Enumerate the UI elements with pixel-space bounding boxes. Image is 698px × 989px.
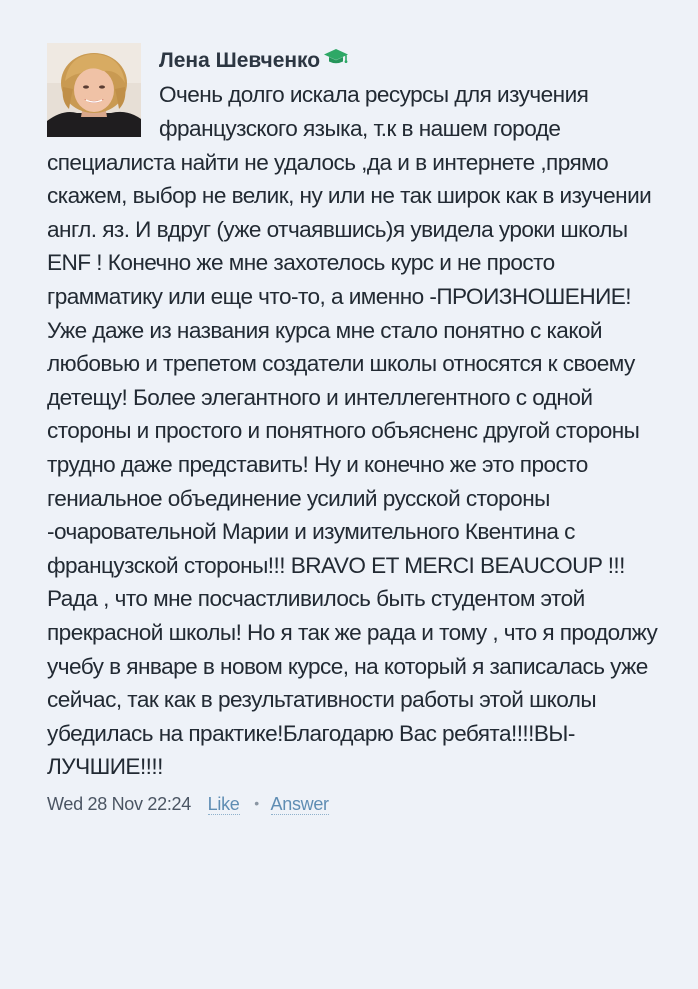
- author-name[interactable]: Лена Шевченко: [159, 49, 321, 72]
- meta-separator: •: [254, 794, 259, 811]
- comment-text: Очень долго искала ресурсы для изучения французского языка, т.к в нашем городе специалиста найти не удалось ,да и в интернете ,прямо скажем, выбор не велик, ну или не так широк как в изучении англ. яз. И вдруг (уже отчаявшись)я увидела уроки школы ENF ! Конечно же мне захотелось курс и не просто грамматику или еще что-то, а именно -ПРОИЗНОШЕНИЕ!Уже даже из названия курса мне стало понятно с какой любовью и трепетом создатели школы относятся к своему детещу! Более элегантного и интеллегентного с одной стороны и простого и понятного объясненс другой стороны трудно даже представить! Ну и конечно же это просто гениальное объединение усилий русской стороны -очаровательной Марии и изумительного Квентина с французской стороны!!! BRAVO ET MERCI BEAUCOUP !!! Рада , что мне посчастливилось быть студентом этой прекрасной школы! Но я так же рада и тому , что я продолжу учебу в январе в новом курсе, на который я записалась уже сейчас, так как в результативности работы этой школы убедилась на практике!Благодарю Вас ребята!!!!ВЫ-ЛУЧШИЕ!!!!: [47, 82, 658, 780]
- avatar[interactable]: [47, 43, 141, 137]
- like-link[interactable]: Like: [207, 793, 240, 814]
- comment-meta: [47, 790, 658, 819]
- graduation-cap-icon: [323, 42, 349, 76]
- answer-link[interactable]: Answer: [270, 793, 329, 814]
- avatar-photo: [47, 43, 141, 137]
- comment-date: Wed 28 Nov 22:24: [47, 793, 191, 814]
